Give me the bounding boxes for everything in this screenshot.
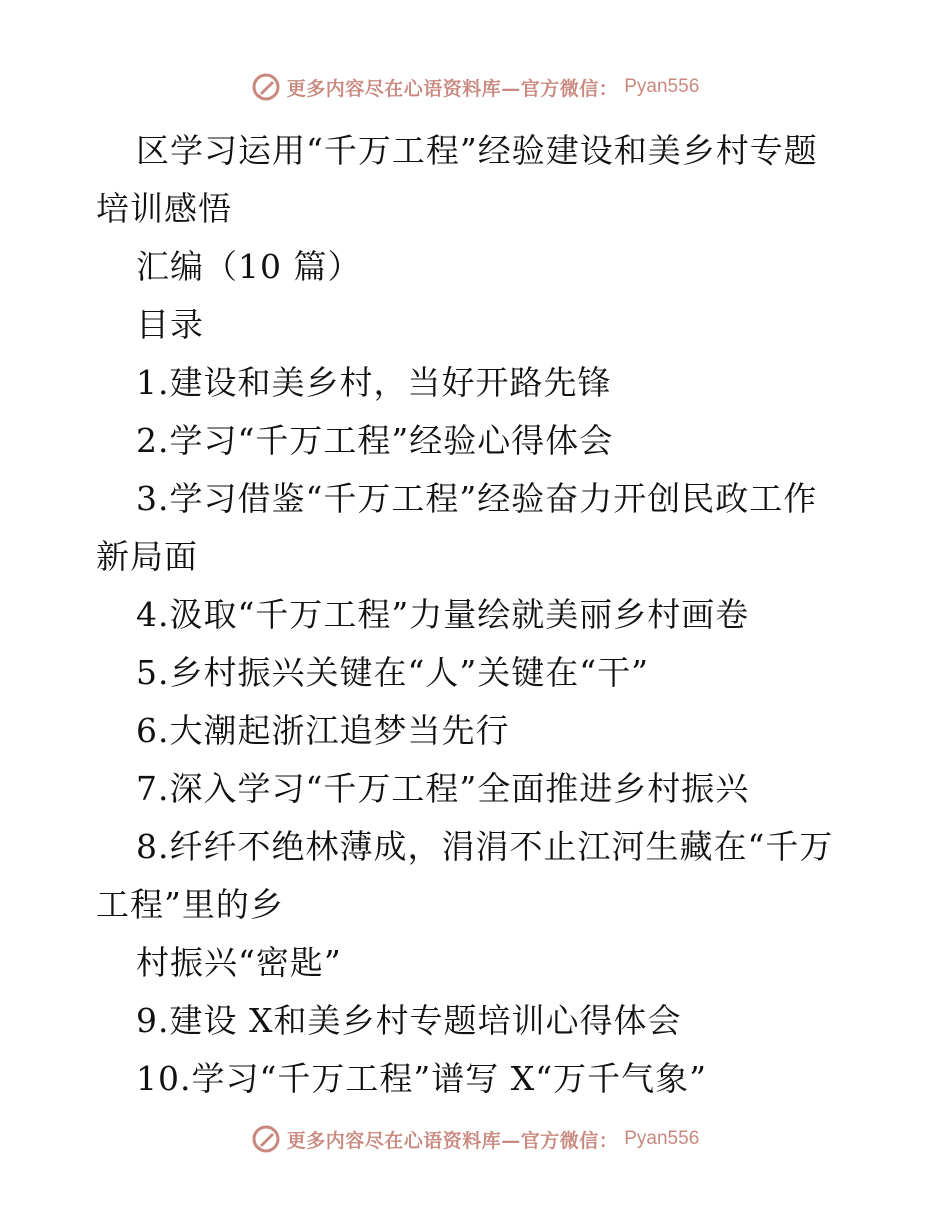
toc-item-4: 4.汲取“千万工程”力量绘就美丽乡村画卷 — [136, 595, 750, 634]
toc-item-5: 5.乡村振兴关键在“人”关键在“干” — [136, 653, 649, 692]
toc-item-8-continued-2: 村振兴“密匙” — [136, 943, 342, 982]
pen-circle-logo-icon — [251, 72, 281, 102]
page-header-banner — [0, 72, 950, 102]
pen-circle-logo-icon — [251, 1124, 281, 1154]
toc-item-8: 8.纤纤不绝林薄成，涓涓不止江河生藏在“千万 — [136, 827, 834, 866]
toc-item-3-continued: 新局面 — [96, 537, 198, 576]
page-footer-banner — [0, 1124, 950, 1154]
toc-item-9: 9.建设 X和美乡村专题培训心得体会 — [136, 1001, 682, 1040]
toc-heading: 目录 — [136, 305, 204, 344]
header-banner-wechat-id: Pyan556 — [624, 76, 700, 97]
toc-item-6: 6.大潮起浙江追梦当先行 — [136, 711, 510, 750]
footer-banner-text: 更多内容尽在心语资料库—官方微信： — [286, 1129, 619, 1152]
toc-item-3: 3.学习借鉴“千万工程”经验奋力开创民政工作 — [136, 479, 818, 518]
document-title-line-1: 区学习运用“千万工程”经验建设和美乡村专题 — [136, 131, 818, 170]
toc-item-8-continued: 工程”里的乡 — [96, 885, 284, 924]
toc-item-1: 1.建设和美乡村，当好开路先锋 — [136, 363, 612, 402]
toc-item-2: 2.学习“千万工程”经验心得体会 — [136, 421, 614, 460]
document-subtitle: 汇编（10 篇） — [136, 247, 362, 286]
document-body — [96, 122, 856, 1108]
document-title-line-2: 培训感悟 — [96, 189, 232, 228]
toc-item-7: 7.深入学习“千万工程”全面推进乡村振兴 — [136, 769, 750, 808]
toc-item-10: 10.学习“千万工程”谱写 X“万千气象” — [136, 1059, 707, 1098]
header-banner-text: 更多内容尽在心语资料库—官方微信： — [286, 77, 619, 100]
footer-banner-wechat-id: Pyan556 — [624, 1128, 700, 1149]
